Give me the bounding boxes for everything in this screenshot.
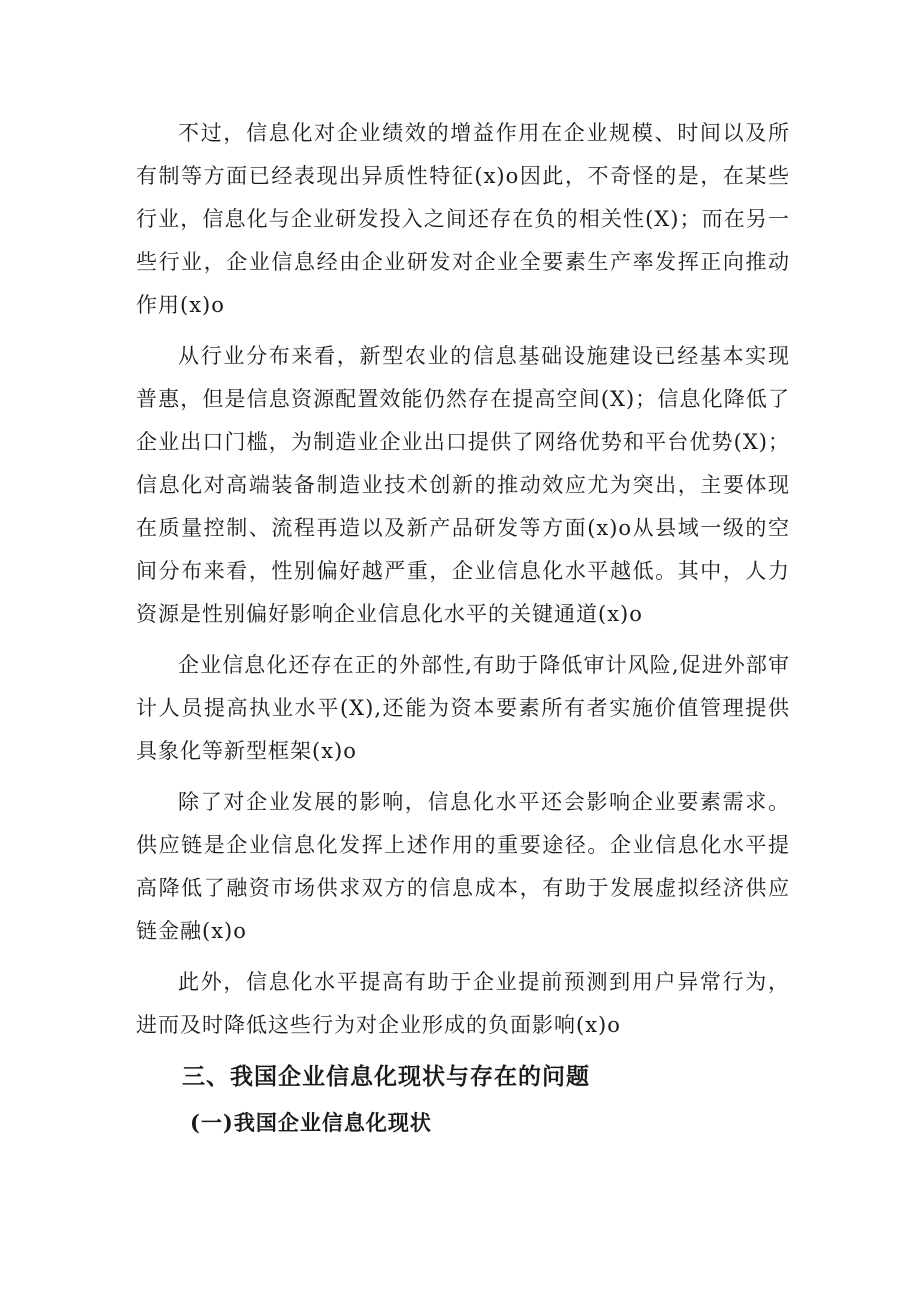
section-heading: 三、我国企业信息化现状与存在的问题 [182,1064,590,1090]
paragraph-performance-heterogeneity: 不过，信息化对企业绩效的增益作用在企业规模、时间以及所有制等方面已经表现出异质性特征(x)o因此，不奇怪的是，在某些行业，信息化与企业研发投入之间还存在负的相关性(X)；而在另一些行业，企业信息经由企业研发对企业全要素生产率发挥正向推动作用(x)o [136,121,790,317]
paragraph-user-behavior: 此外，信息化水平提高有助于企业提前预测到用户异常行为，进而及时降低这些行为对企业形成的负面影响(x)o [136,970,790,1037]
document-page [136,112,790,1143]
subsection-heading: (一)我国企业信息化现状 [190,1110,432,1135]
paragraph-factor-demand: 除了对企业发展的影响，信息化水平还会影响企业要素需求。供应链是企业信息化发挥上述作用的重要途径。企业信息化水平提高降低了融资市场供求双方的信息成本，有助于发展虚拟经济供应链金融(x)o [136,790,790,943]
paragraph-externality: 企业信息化还存在正的外部性,有助于降低审计风险,促进外部审计人员提高执业水平(X),还能为资本要素所有者实施价值管理提供具象化等新型框架(x)o [136,653,790,763]
paragraph-industry-distribution: 从行业分布来看，新型农业的信息基础设施建设已经基本实现普惠，但是信息资源配置效能仍然存在提高空间(X)；信息化降低了企业出口门槛，为制造业企业出口提供了网络优势和平台优势(X)；信息化对高端装备制造业技术创新的推动效应尤为突出，主要体现在质量控制、流程再造以及新产品研发等方面(x)o从县域一级的空间分布来看，性别偏好越严重，企业信息化水平越低。其中，人力资源是性别偏好影响企业信息化水平的关键通道(x)o [136,344,790,626]
